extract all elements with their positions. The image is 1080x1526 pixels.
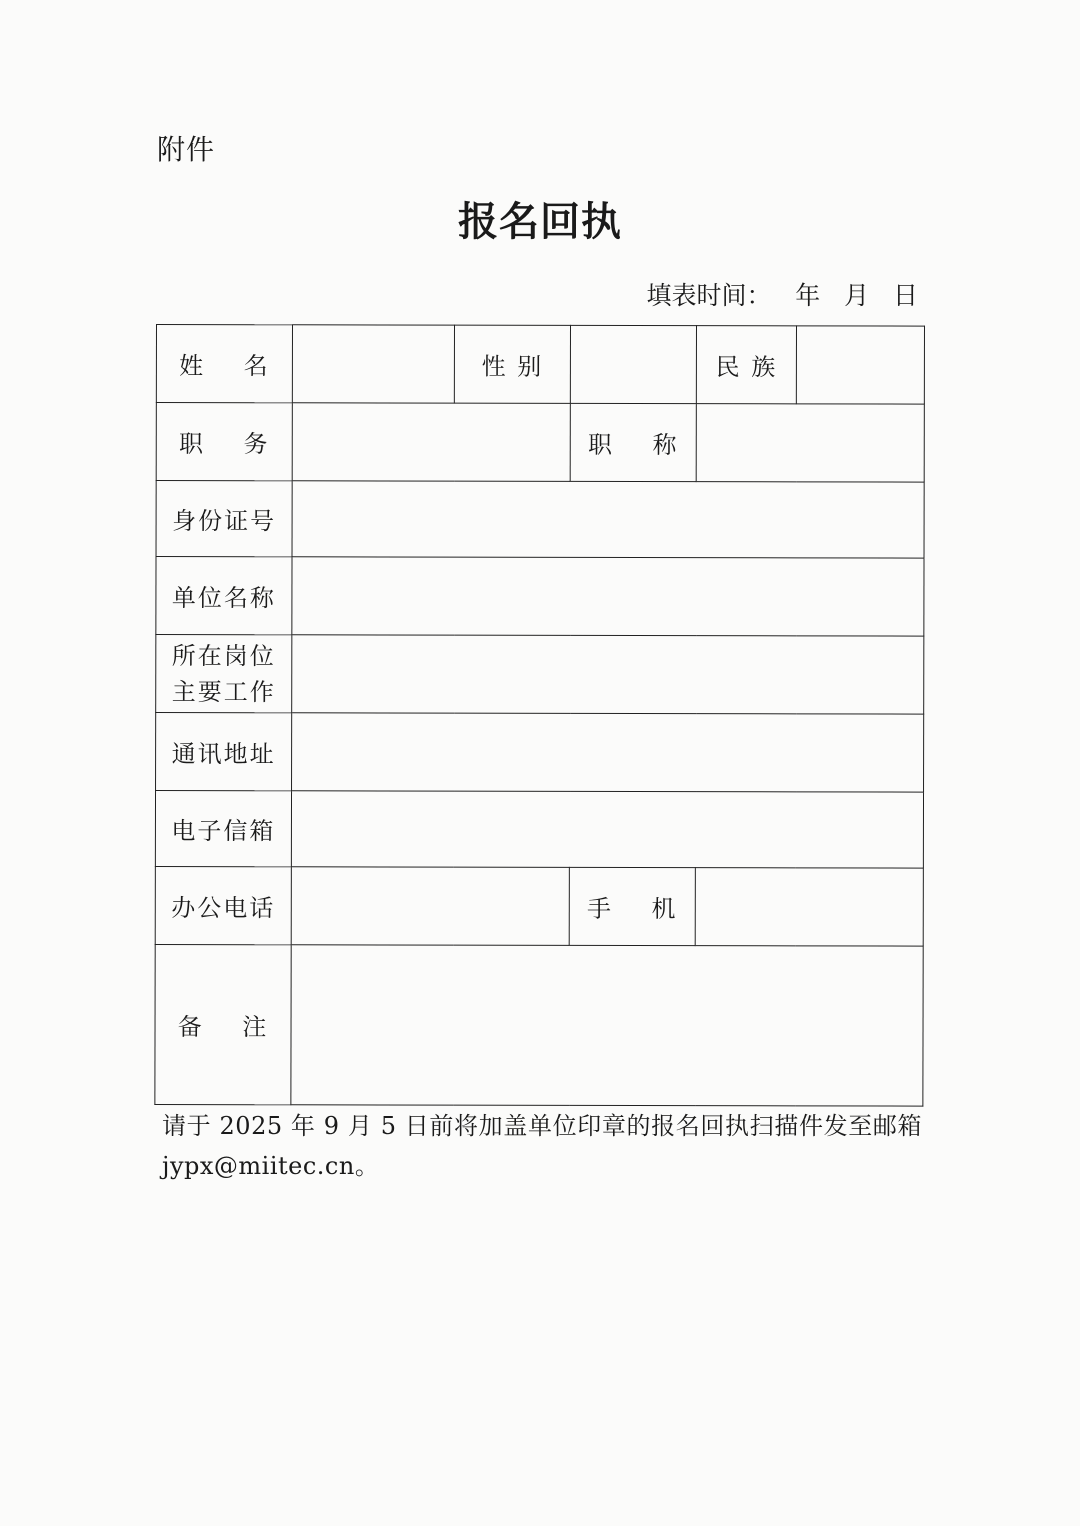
remark-label: 备 注 xyxy=(155,944,291,1104)
address-label: 通讯地址 xyxy=(156,713,292,791)
organization-field[interactable] xyxy=(292,557,924,636)
duty-field[interactable] xyxy=(292,635,924,714)
duty-label-line2: 主要工作 xyxy=(171,677,276,706)
duty-label-line1: 所在岗位 xyxy=(171,641,276,670)
job-title-label: 职 称 xyxy=(570,403,696,481)
table-row xyxy=(156,635,924,715)
attachment-label: 附件 xyxy=(157,133,216,166)
submission-note: 请于 2025 年 9 月 5 日前将加盖单位印章的报名回执扫描件发至邮箱 jypx@miitec.cn。 xyxy=(162,1112,922,1180)
remark-field[interactable] xyxy=(291,945,923,1106)
table-row xyxy=(156,481,924,559)
position-field[interactable] xyxy=(292,403,570,482)
table-row xyxy=(156,557,924,637)
position-label: 职 务 xyxy=(156,403,292,481)
id-number-label: 身份证号 xyxy=(156,481,292,557)
table-row xyxy=(156,325,924,405)
gender-label: 性 别 xyxy=(454,325,570,403)
form-title: 报名回执 xyxy=(458,199,622,245)
address-field[interactable] xyxy=(292,713,924,792)
email-field[interactable] xyxy=(291,791,923,868)
office-phone-label: 办公电话 xyxy=(155,866,291,944)
duty-label xyxy=(156,635,292,713)
mobile-label: 手 机 xyxy=(569,867,695,945)
registration-form-table xyxy=(154,324,925,1107)
email-label: 电子信箱 xyxy=(155,791,291,867)
job-title-field[interactable] xyxy=(696,404,924,482)
table-row xyxy=(155,944,923,1106)
table-row xyxy=(156,713,924,793)
mobile-field[interactable] xyxy=(695,868,923,946)
fill-date: 填表时间： 年 月 日 xyxy=(646,281,918,310)
name-label: 姓 名 xyxy=(156,325,292,403)
ethnicity-field[interactable] xyxy=(796,326,924,404)
table-row xyxy=(155,791,923,869)
office-phone-field[interactable] xyxy=(291,867,569,946)
organization-label: 单位名称 xyxy=(156,557,292,635)
id-number-field[interactable] xyxy=(292,481,924,558)
name-field[interactable] xyxy=(292,325,454,403)
gender-field[interactable] xyxy=(570,325,696,403)
table-row xyxy=(156,403,924,483)
ethnicity-label: 民 族 xyxy=(696,326,796,404)
table-row xyxy=(155,866,923,946)
